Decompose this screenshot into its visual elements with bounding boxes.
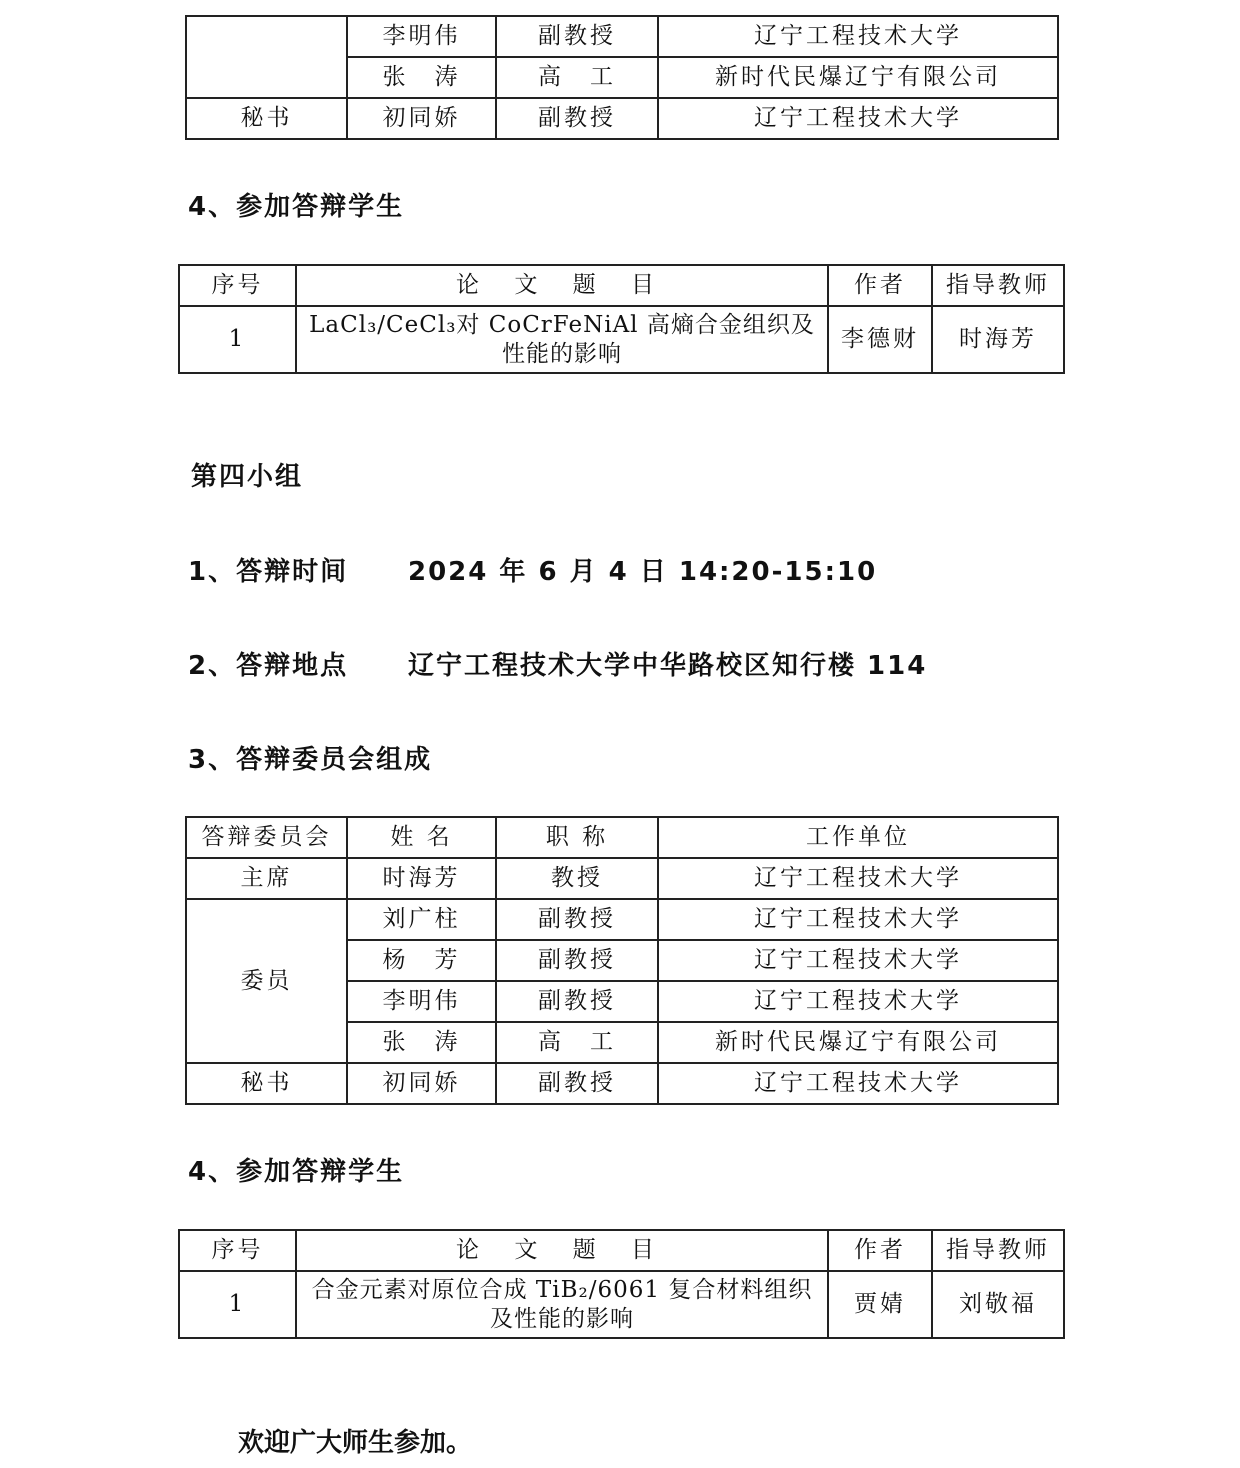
header-advisor: 指导教师 bbox=[932, 1230, 1064, 1271]
student-advisor: 刘敬福 bbox=[932, 1271, 1064, 1338]
member-unit: 新时代民爆辽宁有限公司 bbox=[658, 1022, 1058, 1063]
defense-place-line bbox=[188, 645, 928, 682]
table-header-row bbox=[179, 1230, 1064, 1271]
student-no: 1 bbox=[179, 1271, 296, 1338]
member-unit: 辽宁工程技术大学 bbox=[658, 16, 1058, 57]
group3-students-table bbox=[178, 264, 1065, 374]
student-author: 李德财 bbox=[828, 306, 932, 373]
defense-place-label: 2、答辩地点 bbox=[188, 651, 349, 681]
member-title: 高 工 bbox=[496, 1022, 658, 1063]
member-title: 副教授 bbox=[496, 1063, 658, 1104]
defense-time-label: 1、答辩时间 bbox=[188, 557, 349, 587]
header-no: 序号 bbox=[179, 1230, 296, 1271]
member-title: 副教授 bbox=[496, 98, 658, 139]
member-title: 副教授 bbox=[496, 981, 658, 1022]
thesis-topic: 合金元素对原位合成 TiB₂/6061 复合材料组织及性能的影响 bbox=[296, 1271, 828, 1338]
student-no: 1 bbox=[179, 306, 296, 373]
header-committee: 答辩委员会 bbox=[186, 817, 347, 858]
table-row bbox=[186, 858, 1058, 899]
member-name: 张 涛 bbox=[347, 57, 496, 98]
student-advisor: 时海芳 bbox=[932, 306, 1064, 373]
defense-place-value: 辽宁工程技术大学中华路校区知行楼 114 bbox=[408, 651, 928, 681]
defense-time-value: 2024 年 6 月 4 日 14:20-15:10 bbox=[408, 557, 878, 587]
member-unit: 辽宁工程技术大学 bbox=[658, 981, 1058, 1022]
secretary-role: 秘书 bbox=[186, 1063, 347, 1104]
member-name: 初同娇 bbox=[347, 1063, 496, 1104]
header-author: 作者 bbox=[828, 265, 932, 306]
member-title: 副教授 bbox=[496, 940, 658, 981]
group4-students-table bbox=[178, 1229, 1065, 1339]
member-name: 刘广柱 bbox=[347, 899, 496, 940]
table-header-row bbox=[186, 817, 1058, 858]
table-row bbox=[186, 16, 1058, 57]
member-unit: 辽宁工程技术大学 bbox=[658, 1063, 1058, 1104]
member-title: 高 工 bbox=[496, 57, 658, 98]
member-unit: 辽宁工程技术大学 bbox=[658, 98, 1058, 139]
table-row bbox=[186, 899, 1058, 940]
member-name: 李明伟 bbox=[347, 981, 496, 1022]
group4-committee-table bbox=[185, 816, 1059, 1105]
committee-heading: 3、答辩委员会组成 bbox=[188, 745, 433, 775]
group3-committee-table bbox=[185, 15, 1059, 140]
table-row bbox=[179, 306, 1064, 373]
header-topic: 论 文 题 目 bbox=[296, 265, 828, 306]
header-no: 序号 bbox=[179, 265, 296, 306]
member-name: 李明伟 bbox=[347, 16, 496, 57]
chair-role: 主席 bbox=[186, 858, 347, 899]
student-author: 贾婧 bbox=[828, 1271, 932, 1338]
header-topic: 论 文 题 目 bbox=[296, 1230, 828, 1271]
group4-title: 第四小组 bbox=[191, 462, 304, 492]
committee-role-cell: 秘书 bbox=[186, 98, 347, 139]
defense-time-line bbox=[188, 551, 878, 588]
member-unit: 辽宁工程技术大学 bbox=[658, 940, 1058, 981]
table-row bbox=[186, 98, 1058, 139]
header-author: 作者 bbox=[828, 1230, 932, 1271]
member-name: 时海芳 bbox=[347, 858, 496, 899]
member-unit: 新时代民爆辽宁有限公司 bbox=[658, 57, 1058, 98]
table-header-row bbox=[179, 265, 1064, 306]
member-name: 张 涛 bbox=[347, 1022, 496, 1063]
member-title: 副教授 bbox=[496, 899, 658, 940]
member-role: 委员 bbox=[186, 899, 347, 1063]
member-title: 教授 bbox=[496, 858, 658, 899]
header-name: 姓 名 bbox=[347, 817, 496, 858]
member-name: 初同娇 bbox=[347, 98, 496, 139]
member-unit: 辽宁工程技术大学 bbox=[658, 858, 1058, 899]
header-title: 职 称 bbox=[496, 817, 658, 858]
thesis-topic: LaCl₃/CeCl₃对 CoCrFeNiAl 高熵合金组织及性能的影响 bbox=[296, 306, 828, 373]
header-unit: 工作单位 bbox=[658, 817, 1058, 858]
member-title: 副教授 bbox=[496, 16, 658, 57]
header-advisor: 指导教师 bbox=[932, 265, 1064, 306]
table-row bbox=[179, 1271, 1064, 1338]
table-row bbox=[186, 1063, 1058, 1104]
committee-role-cell bbox=[186, 16, 347, 98]
member-unit: 辽宁工程技术大学 bbox=[658, 899, 1058, 940]
closing-text: 欢迎广大师生参加。 bbox=[238, 1428, 473, 1458]
group3-students-heading: 4、参加答辩学生 bbox=[188, 192, 405, 222]
member-name: 杨 芳 bbox=[347, 940, 496, 981]
group4-students-heading: 4、参加答辩学生 bbox=[188, 1157, 405, 1187]
